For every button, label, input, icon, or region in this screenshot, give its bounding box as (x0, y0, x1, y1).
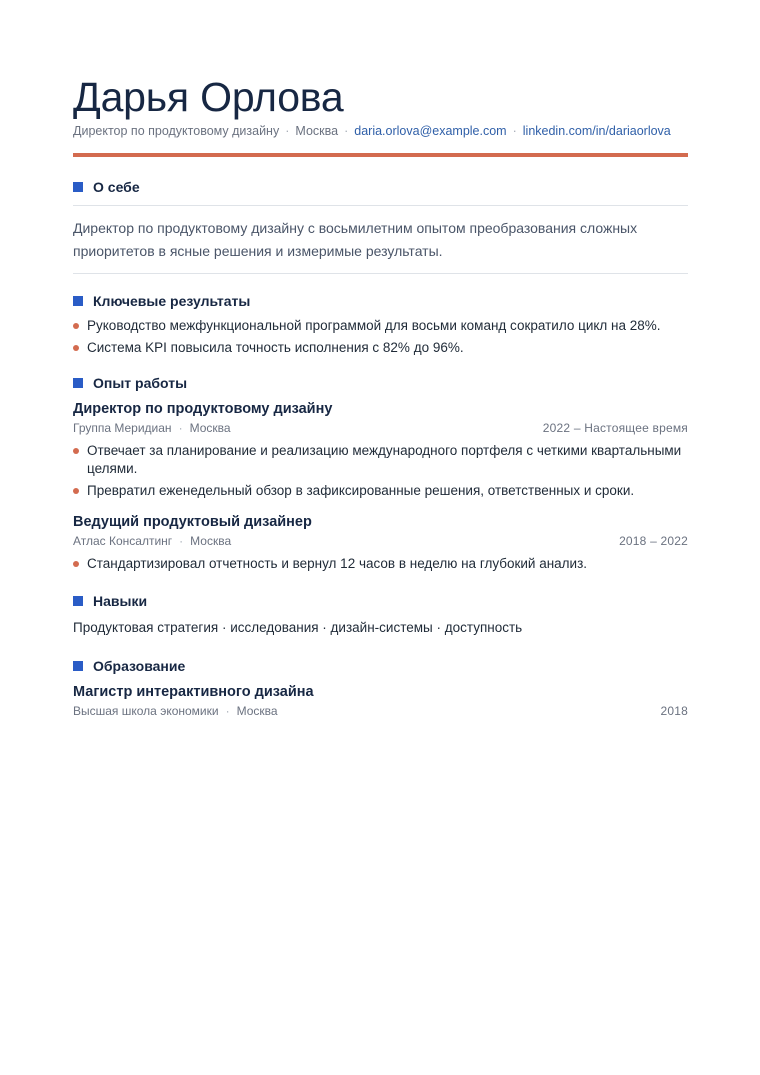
education-school-line (73, 704, 278, 718)
section-marker-icon (73, 596, 83, 606)
contact-separator: · (512, 124, 517, 138)
divider (73, 273, 688, 274)
resume-content (73, 0, 688, 719)
education-city: Москва (236, 704, 278, 718)
job-company-line (73, 421, 231, 435)
education-year: 2018 (660, 704, 688, 718)
section-heading-label: Опыт работы (93, 375, 188, 391)
person-name: Дарья Орлова (73, 74, 344, 120)
section-heading-skills (73, 591, 688, 611)
job-company-line (73, 534, 231, 548)
job-meta (73, 533, 688, 549)
contact-city: Москва (295, 124, 339, 138)
job-company: Группа Меридиан (73, 421, 172, 435)
job-title: Ведущий продуктовый дизайнер (73, 514, 312, 530)
section-heading-about (73, 177, 688, 197)
meta-separator: · (179, 534, 184, 548)
section-heading-label: О себе (93, 179, 140, 195)
divider (73, 205, 688, 206)
section-heading-label: Навыки (93, 593, 148, 609)
contact-line (73, 123, 688, 139)
job-city: Москва (190, 534, 232, 548)
section-heading-experience (73, 373, 688, 393)
bullet-dot-icon (73, 561, 79, 567)
bullet-dot-icon (73, 488, 79, 494)
bullet-dot-icon (73, 448, 79, 454)
job-city: Москва (189, 421, 231, 435)
list-item: Руководство межфункциональной программой для восьми команд сократило цикл на 28%. (73, 317, 688, 335)
linkedin-link[interactable]: linkedin.com/in/dariaorlova (522, 124, 671, 138)
email-link[interactable]: daria.orlova@example.com (354, 124, 507, 138)
list-item: Стандартизировал отчетность и вернул 12 часов в неделю на глубокий анализ. (73, 555, 688, 573)
list-item: Отвечает за планирование и реализацию международного портфеля с четкими квартальными целями. (73, 442, 688, 478)
list-item: Система KPI повысила точность исполнения с 82% до 96%. (73, 339, 688, 357)
section-heading-results (73, 291, 688, 311)
section-heading-label: Ключевые результаты (93, 293, 251, 309)
contact-separator: · (344, 124, 349, 138)
section-heading-education (73, 656, 688, 676)
job-title: Директор по продуктовому дизайну (73, 401, 333, 417)
education-school: Высшая школа экономики (73, 704, 219, 718)
job-dates: 2022 – Настоящее время (542, 421, 688, 435)
section-marker-icon (73, 182, 83, 192)
bullet-dot-icon (73, 345, 79, 351)
education-entry (73, 682, 688, 719)
job-entry (73, 399, 688, 500)
contact-separator: · (285, 124, 290, 138)
education-meta (73, 703, 688, 719)
job-bullets (73, 555, 688, 573)
job-bullets (73, 442, 688, 500)
job-company: Атлас Консалтинг (73, 534, 173, 548)
section-marker-icon (73, 296, 83, 306)
header-accent-rule (73, 153, 688, 157)
bullet-dot-icon (73, 323, 79, 329)
meta-separator: · (225, 704, 230, 718)
about-text: Директор по продуктовому дизайну с восьмилетним опытом преобразования сложных приоритетов в ясные решения и измеримые результаты. (73, 220, 638, 259)
contact-title: Директор по продуктовому дизайну (73, 124, 280, 138)
section-marker-icon (73, 661, 83, 671)
section-heading-label: Образование (93, 658, 186, 674)
results-list (73, 317, 688, 357)
section-marker-icon (73, 378, 83, 388)
education-degree: Магистр интерактивного дизайна (73, 684, 314, 700)
job-entry (73, 512, 688, 573)
job-meta (73, 420, 688, 436)
list-item: Превратил еженедельный обзор в зафиксированные решения, ответственных и сроки. (73, 482, 688, 500)
job-dates: 2018 – 2022 (619, 534, 688, 548)
skills-text: Продуктовая стратегия · исследования · дизайн-системы · доступность (73, 620, 523, 635)
meta-separator: · (178, 421, 183, 435)
